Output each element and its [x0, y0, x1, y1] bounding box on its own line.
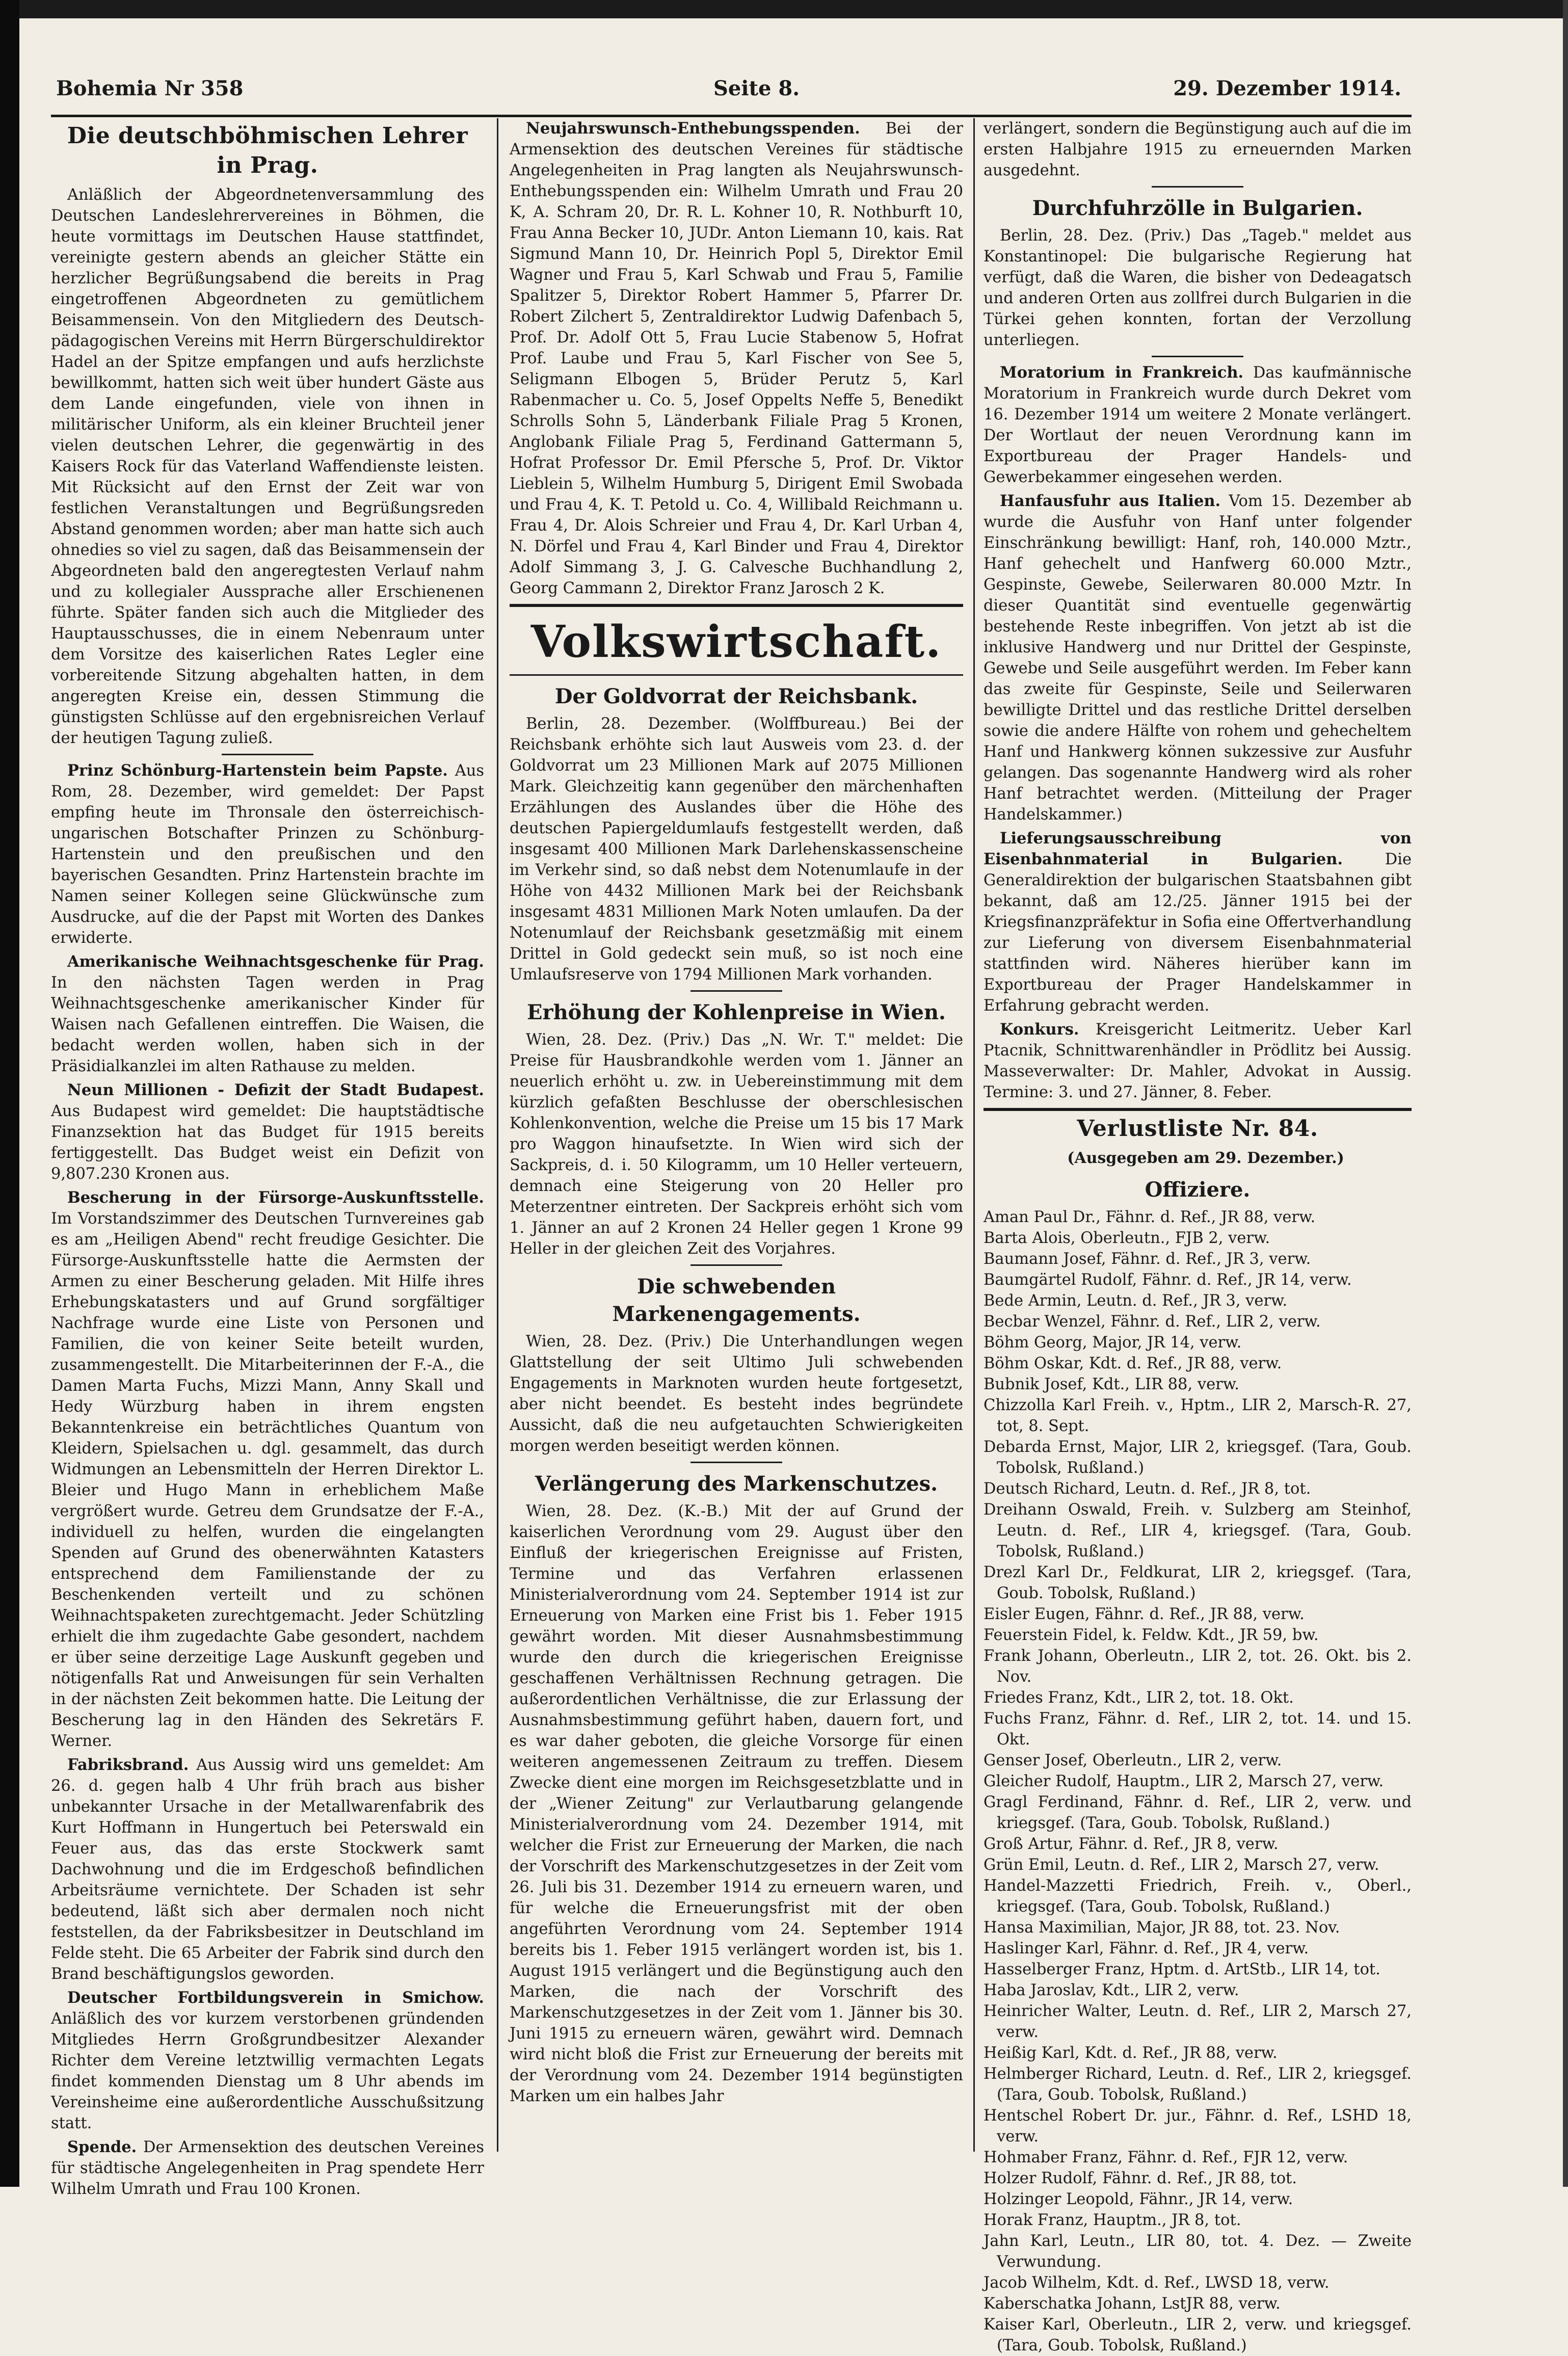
article-paragraph: Berlin, 28. Dez. (Priv.) Das „Tageb." meldet aus Konstantinopel: Die bulgarische Regierung hat verfügt, daß die Waren, die bisher von Dedeagatsch und anderen Orten aus zollfrei durch Bulgarien in die Türkei gehen konnten, fortan der Verzollung unterliegen.: [984, 227, 1412, 349]
article-title: Die schwebenden Markenengagements.: [612, 1275, 861, 1326]
loss-list-entry: Baumgärtel Rudolf, Fähnr. d. Ref., JR 14, verw.: [984, 1271, 1352, 1289]
column-2: [510, 118, 963, 2152]
loss-list-entry: Hasselberger Franz, Hptm. d. ArtStb., LIR 14, tot.: [984, 1961, 1380, 1978]
loss-list-subtitle: (Ausgegeben am 29. Dezember.): [1067, 1149, 1344, 1167]
article-title: Der Goldvorrat der Reichsbank.: [554, 684, 918, 708]
loss-list-entry: Aman Paul Dr., Fähnr. d. Ref., JR 88, verw.: [984, 1208, 1316, 1226]
separator: [690, 1264, 782, 1266]
separator: [690, 1462, 782, 1463]
loss-list-entry: Dreihann Oswald, Freih. v. Sulzberg am Steinhof, Leutn. d. Ref., LIR 4, kriegsgef. (Tara, Goub. Tobolsk, Rußland.): [984, 1501, 1412, 1560]
news-item: [984, 828, 1412, 1016]
scan-top-border: [0, 0, 1568, 18]
loss-list-entry: Hansa Maximilian, Major, JR 88, tot. 23. Nov.: [984, 1919, 1340, 1937]
page-header: [56, 76, 1401, 112]
news-item-text: Aus Budapest wird gemeldet: Die hauptstädtische Finanzsektion hat das Budget für 1915 bereits fertiggestellt. Das Budget weist ein Defizit von 9,807.230 Kronen aus.: [51, 1102, 484, 1183]
news-item-text: Kreisgericht Leitmeritz. Ueber Karl Ptacnik, Schnittwarenhändler in Prödlitz bei Aussig. Masseverwalter: Dr. Mahler, Advokat in Aussig. Termine: 3. und 27. Jänner, 8. Feber.: [984, 1021, 1412, 1101]
article-title: Verlängerung des Markenschutzes.: [535, 1472, 938, 1496]
loss-list-entry: Chizzolla Karl Freih. v., Hptm., LIR 2, Marsch-R. 27, tot, 8. Sept.: [984, 1396, 1412, 1435]
section-rule: [510, 604, 963, 607]
loss-list-entry: Kaiser Karl, Oberleutn., LIR 2, verw. und kriegsgef. (Tara, Goub. Tobolsk, Rußland.): [984, 2316, 1412, 2354]
news-item: [984, 491, 1412, 825]
loss-list-entry: Baumann Josef, Fähnr. d. Ref., JR 3, verw.: [984, 1250, 1311, 1268]
loss-list-entry: Gleicher Rudolf, Hauptm., LIR 2, Marsch 27, verw.: [984, 1772, 1384, 1790]
news-item-head: Prinz Schönburg-Hartenstein beim Papste.: [67, 761, 448, 780]
news-item-text: Aus Rom, 28. Dezember, wird gemeldet: Der Papst empfing heute im Thronsale den österreichisch-ungarischen Botschafter Prinzen zu Schönburg-Hartenstein und den preußischen und den bayerischen Gesandten. Prinz Hartenstein brachte im Namen seiner Kollegen seine Glückwünsche zum Ausdrucke, auf die der Papst mit Worten des Dankes erwiderte.: [51, 762, 485, 947]
scan-right-edge: [1563, 0, 1568, 2187]
loss-list-entry: Hentschel Robert Dr. jur., Fähnr. d. Ref., LSHD 18, verw.: [984, 2107, 1412, 2146]
loss-list-category: Offiziere.: [1145, 1178, 1251, 1202]
loss-list-entry: Heißig Karl, Kdt. d. Ref., JR 88, verw.: [984, 2044, 1278, 2062]
news-item: [51, 2137, 484, 2200]
loss-list-entry: Gragl Ferdinand, Fähnr. d. Ref., LIR 2, verw. und kriegsgef. (Tara, Goub. Tobolsk, Rußland.): [984, 1793, 1412, 1832]
loss-list-entry: Feuerstein Fidel, k. Feldw. Kdt., JR 59, bw.: [984, 1626, 1319, 1644]
loss-list-entry: Haslinger Karl, Fähnr. d. Ref., JR 4, verw.: [984, 1940, 1309, 1957]
loss-list-entry: Groß Artur, Fähnr. d. Ref., JR 8, verw.: [984, 1835, 1279, 1853]
loss-list-entry: Holzer Rudolf, Fähnr. d. Ref., JR 88, tot.: [984, 2169, 1297, 2187]
loss-list-entry: Haba Jaroslav, Kdt., LIR 2, verw.: [984, 1981, 1239, 1999]
news-item-text: Im Vorstandszimmer des Deutschen Turnvereines gab es am „Heiligen Abend" recht freudige Gesichter. Die Fürsorge-Auskunftsstelle hatte die Aermsten der Armen zu einer Bescherung geladen. Mit Hilfe ihres Erhebungskatasters und auf Grund sorgfältiger Nachfrage wurde eine Liste von Personen und Familien, die von keiner Seite beteilt wurden, zusammengestellt. Die Mitarbeiterinnen der F.-A., die Damen Marta Fuchs, Mizzi Mann, Anny Skall und Hedy Würzburg haben in ihrem engsten Bekanntenkreise ein beträchtliches Quantum von Kleidern, Spielsachen u. dgl. gesammelt, das durch Widmungen an Lebensmitteln der Herren Direktor L. Bleier und Hugo Mann in erheblichem Maße vergrößert wurde. Getreu dem Grundsatze der F.-A., individuell zu helfen, wurden die eingelangten Spenden auf Grund des obenerwähnten Katasters entsprechend dem Familienstande der zu Beschenkenden verteilt und zu schönen Weihnachtspaketen zurechtgemacht. Jeder Schützling erhielt die ihm zugedachte Gabe gesondert, nachdem er über seine derzeitige Lage Auskunft gegeben und nötigenfalls Rat und Anweisungen für sein Verhalten in der nächsten Zeit bekommen hatte. Die Leitung der Bescherung lag in den Händen des Sekretärs F. Werner.: [51, 1210, 484, 1750]
column-rule-2: [973, 118, 975, 2152]
news-item-head: Konkurs.: [1000, 1020, 1079, 1039]
loss-list-entry: Hohmaber Franz, Fähnr. d. Ref., FJR 12, verw.: [984, 2149, 1348, 2166]
news-item-head: Bescherung in der Fürsorge-Auskunftsstelle.: [67, 1188, 484, 1207]
loss-list-title: Verlustliste Nr. 84.: [1077, 1116, 1318, 1142]
scan-left-border: [0, 0, 19, 2187]
article-paragraph: Berlin, 28. Dezember. (Wolffbureau.) Bei der Reichsbank erhöhte sich laut Ausweis vom 23. d. der Goldvorrat um 23 Millionen Mark auf 2075 Millionen Mark. Gleichzeitig kann gegenüber den märchenhaften Erzählungen des Auslandes über die Höhe des deutschen Papiergeldumlaufs festgestellt werden, daß insgesamt 400 Millionen Mark Darlehenskassenscheine im Verkehr sind, so daß nebst dem Notenumlaufe in der Höhe von 4432 Millionen Mark bei der Reichsbank insgesamt 4831 Millionen Mark Noten umlaufen. Da der Notenumlauf der Reichsbank gesetzmäßig mit einem Drittel in Gold gedeckt sein muß, so ist noch eine Umlaufsreserve von 1794 Millionen Mark vorhanden.: [510, 715, 963, 984]
loss-list-entry: Jacob Wilhelm, Kdt. d. Ref., LWSD 18, verw.: [984, 2274, 1330, 2292]
article-paragraph: Anläßlich der Abgeordnetenversammlung des Deutschen Landeslehrervereines in Böhmen, die heute vormittags im Deutschen Hause stattfindet, vereinigte gestern abends an gleicher Stätte ein herzlicher Begrüßungsabend die bereits in Prag eingetroffenen Abgeordneten zu gemütlichem Beisammensein. Von den Mitgliedern des Deutsch-pädagogischen Vereins mit Herrn Bürgerschuldirektor Hadel an der Spitze empfangen und aufs herzlichste bewillkommt, hatten sich weit über hundert Gäste aus dem Lande eingefunden, viele von ihnen in militärischer Uniform, als ein kleiner Bruchteil jener vielen deutschen Lehrer, die gegenwärtig in des Kaisers Rock für das Vaterland Waffendienste leisten. Mit Rücksicht auf den Ernst der Zeit war von festlichen Veranstaltungen und Begrüßungsreden Abstand genommen worden; aber man hatte sich auch ohnedies so viel zu sagen, daß das Beisammensein der Abgeordneten bald den angeregtesten Verlauf nahm und zu kollegialer Aussprache aller Erschienenen führte. Später fanden sich auch die Mitglieder des Hauptausschusses, die in einem Nebenraum unter dem Vorsitze des kaiserlichen Rates Legler eine vorbereitende Sitzung abgehalten hatten, in dem angeregten Kreise ein, dessen Stimmung die günstigsten Schlüsse auf den ergebnisreichen Verlauf der heutigen Tagung zuließ.: [51, 186, 484, 747]
news-item-text: Anläßlich des vor kurzem verstorbenen gründenden Mitgliedes Herrn Großgrundbesitzer Alexander Richter dem Vereine letztwillig vermachten Legats findet kommenden Dienstag um 8 Uhr abends im Vereinsheime eine außerordentliche Ausschußsitzung statt.: [51, 2010, 484, 2132]
loss-list-entry: Jahn Karl, Leutn., LIR 80, tot. 4. Dez. — Zweite Verwundung.: [984, 2232, 1412, 2271]
news-item: [51, 951, 484, 1077]
news-item: [51, 1988, 484, 2134]
column-rule-1: [497, 118, 498, 2152]
article-continuation: verlängert, sondern die Begünstigung auch auf die im ersten Halbjahre 1915 zu erneuernden Marken ausgedehnt.: [984, 120, 1412, 179]
news-item-text: Vom 15. Dezember ab wurde die Ausfuhr von Hanf unter folgender Einschränkung bewilligt: Hanf, roh, 140.000 Mztr., Hanf gehechelt und Hanfwerg 60.000 Mztr., Gespinste, Gewebe, Seilerwaren 80.000 Mztr. In dieser Quantität sind eventuelle gegenwärtig bestehende Reste inbegriffen. Von jetzt ab ist die inklusive Handwerg und nur Drittel der Gespinste, Gewebe und Seile ausgeführt werden. Im Feber kann das zweite für Gespinste, Seile und Seilerwaren bewilligte Drittel und das restliche Drittel derselben sowie die andere Hälfte von rohem und gehecheltem Hanf und Hankwerg können sukzessive zur Ausfuhr gelangen. Das sogenannte Handwerg wird als roher Hanf betrachtet werden. (Mitteilung der Prager Handelskammer.): [984, 492, 1412, 824]
article-paragraph: Wien, 28. Dez. (K.-B.) Mit der auf Grund der kaiserlichen Verordnung vom 29. August über den Einfluß der kriegerischen Ereignisse auf Fristen, Termine und das Verfahren erlassenen Ministerialverordnung vom 24. September 1914 ist zur Erneuerung von Marken eine Frist bis 1. Feber 1915 gewährt worden. Mit dieser Ausnahmsbestimmung wurde den durch die kriegerischen Ereignisse geschaffenen Verhältnissen Rechnung getragen. Die außerordentlichen Verhältnisse, die zur Erlassung der Ausnahmsbestimmung geführt haben, dauern fort, und es war daher geboten, die gleiche Vorsorge für einen weiteren angemessenen Zeitraum zu treffen. Diesem Zwecke dient eine morgen im Reichsgesetzblatte und in der „Wiener Zeitung" zur Verlautbarung gelangende Ministerialverordnung vom 24. Dezember 1914, mit welcher die Frist zur Erneuerung der Marken, die nach der Vorschrift des Markenschutzgesetzes in der Zeit vom 26. Juli bis 31. Dezember 1914 zu erneuern waren, und für welche die Erneuerungsfrist mit der oben angeführten Verordnung vom 24. September 1914 bereits bis 1. Feber 1915 verlängert worden ist, bis 1. August 1915 verlängert und die Begünstigung auch den Marken, die nach der Vorschrift des Markenschutzgesetzes in der Zeit vom 1. Jänner bis 30. Juni 1915 zu erneuern wären, gewährt wird. Demnach wird nicht bloß die Frist zur Erneuerung der bereits mit der Verordnung vom 24. Dezember 1914 begünstigten Marken um ein halbes Jahr: [510, 1502, 963, 2105]
news-item: [51, 1755, 484, 1984]
news-item-text: Die Generaldirektion der bulgarischen Staatsbahnen gibt bekannt, daß am 12./25. Jänner 1915 bei der Kriegsfinanzpräfektur in Sofia eine Offertverhandlung zur Lieferung von diversem Eisenbahnmaterial stattfinden wird. Näheres hierüber kann im Exportbureau der Prager Handelskammer in Erfahrung gebracht werden.: [984, 851, 1412, 1015]
news-item-text: Aus Aussig wird uns gemeldet: Am 26. d. gegen halb 4 Uhr früh brach aus bisher unbekannter Ursache in der Metallwarenfabrik des Kurt Hoffmann in Hungertuch bei Peterswald ein Feuer aus, das das erste Stockwerk samt Dachwohnung und die im Erdgeschoß befindlichen Arbeitsräume vernichtete. Der Schaden ist sehr bedeutend, läßt sich aber dermalen noch nicht feststellen, da der Fabriksbesitzer in Deutschland im Felde steht. Die 65 Arbeiter der Fabrik sind durch den Brand beschäftigungslos geworden.: [51, 1756, 484, 1983]
loss-list-entry: Böhm Oskar, Kdt. d. Ref., JR 88, verw.: [984, 1355, 1282, 1372]
article-title: Erhöhung der Kohlenpreise in Wien.: [527, 1000, 946, 1024]
loss-list-entry: Friedes Franz, Kdt., LIR 2, tot. 18. Okt.: [984, 1689, 1294, 1707]
loss-list-entry: Grün Emil, Leutn. d. Ref., LIR 2, Marsch 27, verw.: [984, 1856, 1379, 1874]
news-item: [51, 1187, 484, 1752]
loss-list-entry: Becbar Wenzel, Fähnr. d. Ref., LIR 2, verw.: [984, 1313, 1321, 1331]
news-item-text: Der Armensektion des deutschen Vereines für städtische Angelegenheiten in Prag spendete Herr Wilhelm Umrath und Frau 100 Kronen.: [51, 2138, 484, 2198]
column-3: [984, 118, 1412, 2354]
news-item-head: Fabriksbrand.: [67, 1756, 189, 1774]
news-item: [51, 760, 484, 948]
loss-list: [984, 1207, 1412, 2356]
loss-list-entry: Bede Armin, Leutn. d. Ref., JR 3, verw.: [984, 1292, 1288, 1310]
news-item-text: Bei der Armensektion des deutschen Vereines für städtische Angelegenheiten in Prag langten als Neujahrswunsch-Enthebungsspenden ein: Wilhelm Umrath und Frau 20 K, A. Schram 20, Dr. R. L. Kohner 10, R. Nothburft 10, Frau Anna Becker 10, JUDr. Anton Liemann 10, kais. Rat Sigmund Mann 10, Dr. Heinrich Popl 5, Direktor Emil Wagner und Frau 5, Karl Schwab und Frau 5, Familie Spalitzer 5, Direktor Robert Hammer 5, Pfarrer Dr. Robert Zilchert 5, Zentraldirektor Ludwig Dafenbach 5, Prof. Dr. Adolf Ott 5, Frau Lucie Stabenow 5, Hofrat Prof. Laube und Frau 5, Karl Fischer von See 5, Seligmann Elbogen 5, Brüder Perutz 5, Karl Rabenmacher u. Co. 5, Josef Oppelts Neffe 5, Benedikt Schrolls Sohn 5, Länderbank Filiale Prag 5 Kronen, Anglobank Filiale Prag 5, Ferdinand Gattermann 5, Hofrat Professor Dr. Emil Pfersche 5, Prof. Dr. Viktor Lieblein 5, Wilhelm Humburg 5, Dirigent Emil Swobada und Frau 4, K. T. Petold u. Co. 4, Willibald Reichmann u. Frau 4, Dr. Alois Schreier und Frau 4, Dr. Karl Urban 4, N. Dörfel und Frau 4, Karl Binder und Frau 4, Direktor Adolf Simmang 3, J. G. Calvesche Buchhandlung 2, Georg Cammann 2, Direktor Franz Jarosch 2 K.: [510, 120, 963, 597]
separator: [690, 990, 782, 992]
article-paragraph: Wien, 28. Dez. (Priv.) Das „N. Wr. T." meldet: Die Preise für Hausbrandkohle werden vom 1. Jänner an neuerlich erhöht u. zw. in Uebereinstimmung mit dem kürzlich gefaßten Beschlusse der oberschlesischen Kohlenkonvention, welche die Preise um 15 bis 17 Mark pro Waggon hinaufsetzte. In Wien wird sich der Sackpreis, d. i. 50 Kilogramm, um 10 Heller verteuern, demnach eine Steigerung von 20 Heller pro Meterzentner eintreten. Der Sackpreis erhöht sich vom 1. Jänner an auf 2 Kronen 24 Heller gegen 1 Krone 99 Heller in der gleichen Zeit des Vorjahres.: [510, 1031, 963, 1258]
loss-list-entry: Heinricher Walter, Leutn. d. Ref., LIR 2, Marsch 27, verw.: [984, 2002, 1412, 2041]
news-item-head: Lieferungsausschreibung von Eisenbahnmaterial in Bulgarien.: [984, 829, 1412, 868]
loss-list-entry: Deutsch Richard, Leutn. d. Ref., JR 8, tot.: [984, 1480, 1311, 1498]
news-item-head: Deutscher Fortbildungsverein in Smichow.: [67, 1989, 484, 2007]
news-item-head: Amerikanische Weihnachtsgeschenke für Prag.: [67, 952, 484, 971]
news-item-text: Das kaufmännische Moratorium in Frankreich wurde durch Dekret vom 16. Dezember 1914 um weitere 2 Monate verlängert. Der Wortlaut der neuen Verordnung kann im Exportbureau der Prager Handels- und Gewerbekammer eingesehen werden.: [984, 364, 1412, 486]
loss-list-entry: Barta Alois, Oberleutn., FJB 2, verw.: [984, 1229, 1270, 1247]
news-item-text: In den nächsten Tagen werden in Prag Weihnachtsgeschenke amerikanischer Kinder für Waisen nach Gefallenen eintreffen. Die Waisen, die bedacht werden wollen, haben sich in der Präsidialkanzlei im alten Rathause zu melden.: [51, 974, 484, 1075]
news-item-head: Neun Millionen - Defizit der Stadt Budapest.: [67, 1081, 484, 1099]
loss-list-entry: Debarda Ernst, Major, LIR 2, kriegsgef. (Tara, Goub. Tobolsk, Rußland.): [984, 1438, 1412, 1477]
news-item-head: Neujahrswunsch-Enthebungsspenden.: [526, 119, 860, 138]
section-rule: [984, 1108, 1412, 1111]
loss-list-entry: Horak Franz, Hauptm., JR 8, tot.: [984, 2211, 1241, 2229]
separator: [1152, 356, 1243, 357]
loss-list-entry: Genser Josef, Oberleutn., LIR 2, verw.: [984, 1752, 1282, 1769]
news-item-head: Moratorium in Frankreich.: [1000, 363, 1244, 382]
loss-list-entry: Fuchs Franz, Fähnr. d. Ref., LIR 2, tot. 14. und 15. Okt.: [984, 1710, 1412, 1749]
separator: [1152, 186, 1243, 188]
news-item-head: Hanfausfuhr aus Italien.: [1000, 492, 1221, 510]
loss-list-entry: Eisler Eugen, Fähnr. d. Ref., JR 88, verw.: [984, 1605, 1305, 1623]
loss-list-entry: Bubnik Josef, Kdt., LIR 88, verw.: [984, 1375, 1239, 1393]
news-item: [510, 118, 963, 599]
loss-list-entry: Helmberger Richard, Leutn. d. Ref., LIR 2, kriegsgef. (Tara, Goub. Tobolsk, Rußland.): [984, 2065, 1412, 2104]
column-1: [51, 118, 485, 2198]
loss-list-entry: Drezl Karl Dr., Feldkurat, LIR 2, kriegsgef. (Tara, Goub. Tobolsk, Rußland.): [984, 1564, 1412, 1602]
header-issue: Bohemia Nr 358: [56, 76, 244, 100]
section-title: Volkswirtschaft.: [530, 616, 942, 668]
section-rule: [510, 674, 963, 676]
loss-list-entry: Frank Johann, Oberleutn., LIR 2, tot. 26. Okt. bis 2. Nov.: [984, 1647, 1412, 1686]
header-rule: [51, 115, 1412, 117]
news-item: [51, 1080, 484, 1184]
article-title: Durchfuhrzölle in Bulgarien.: [1032, 196, 1363, 220]
news-item: [984, 1019, 1412, 1103]
header-page-number: Seite 8.: [713, 76, 800, 100]
news-item: [984, 362, 1412, 488]
news-item-head: Spende.: [67, 2138, 137, 2156]
loss-list-entry: Böhm Georg, Major, JR 14, verw.: [984, 1334, 1242, 1352]
loss-list-entry: Handel-Mazzetti Friedrich, Freih. v., Oberl., kriegsgef. (Tara, Goub. Tobolsk, Rußland.): [984, 1877, 1412, 1916]
loss-list-entry: Holzinger Leopold, Fähnr., JR 14, verw.: [984, 2190, 1293, 2208]
article-title: Die deutschböhmischen Lehrer in Prag.: [67, 123, 468, 178]
separator: [222, 754, 313, 755]
article-paragraph: Wien, 28. Dez. (Priv.) Die Unterhandlungen wegen Glattstellung der seit Ultimo Juli schwebenden Engagements in Marknoten wurden heute fortgesetzt, aber nicht beendet. Es besteht indes begründete Aussicht, daß die neu aufgetauchten Schwierigkeiten morgen werden beseitigt werden können.: [510, 1333, 963, 1455]
loss-list-entry: Kaberschatka Johann, LstJR 88, verw.: [984, 2295, 1281, 2313]
header-date: 29. Dezember 1914.: [1173, 76, 1401, 100]
